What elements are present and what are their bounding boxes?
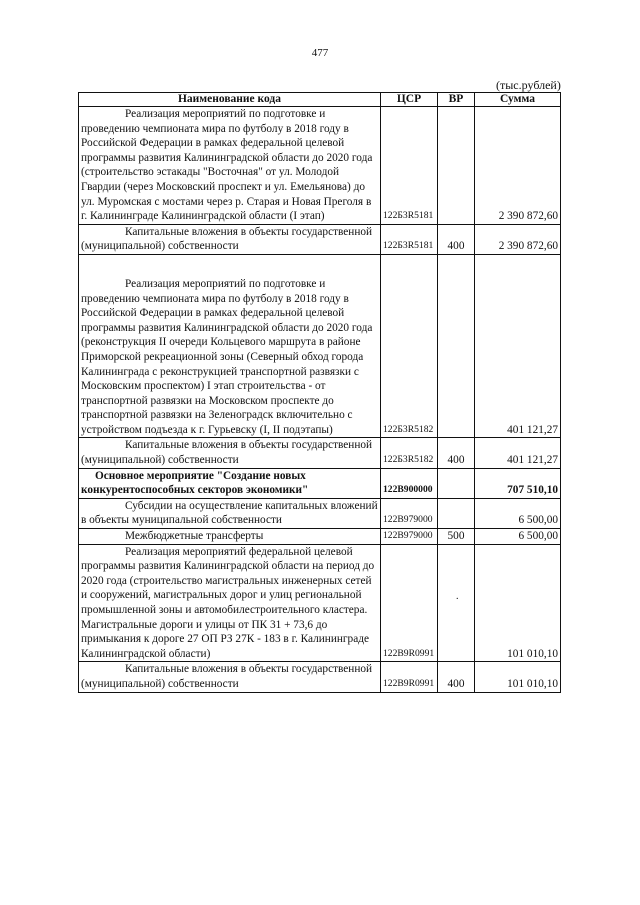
row-vr: 400 <box>438 662 475 692</box>
row-vr <box>438 468 475 498</box>
table-row <box>79 468 561 498</box>
table-row <box>79 438 561 468</box>
row-sum: 707 510,10 <box>475 468 561 498</box>
row-sum: 2 390 872,60 <box>475 107 561 225</box>
page-number: 477 <box>311 47 329 59</box>
row-name: Капитальные вложения в объекты государственной (муниципальной) собственности <box>79 224 381 254</box>
units-label: (тыс.рублей) <box>496 78 561 92</box>
row-sum: 2 390 872,60 <box>475 224 561 254</box>
row-name: Реализация мероприятий по подготовке и проведению чемпионата мира по футболу в 2018 году в Российской Федерации в рамках федеральной целевой программы развития Калининградской области до 2020 года (реконструкция II очереди Кольцевого маршрута в районе Приморской рекреационной зоны (Северный обход города Калининграда с реконструкцией транспортной развязки с Московским проспектом) I этап строительства - от транспортной развязки на Московском проспекте до транспортной развязки на Зеленоградск включительно с устройством подъезда к г. Гурьевску (I, II подэтапы) <box>79 254 381 438</box>
row-csr: 122Б3R5182 <box>381 254 438 438</box>
row-csr: 122В979000 <box>381 498 438 528</box>
table-row <box>79 498 561 528</box>
row-vr <box>438 254 475 438</box>
row-vr <box>438 107 475 225</box>
row-vr: 400 <box>438 438 475 468</box>
table-row <box>79 254 561 438</box>
table-row <box>79 662 561 692</box>
row-name: Реализация мероприятий федеральной целевой программы развития Калининградской области на период до 2020 года (строительство магистральных инженерных сетей и сооружений, магистральных дорог и улиц региональной промышленной зоны и автомобилестроительного кластера. Магистральные дороги и улицы от ПК 31 + 73,6 до примыкания к дороге 27 ОП РЗ 27К - 183 в г. Калининграде Калининградской области) <box>79 544 381 662</box>
row-sum: 6 500,00 <box>475 498 561 528</box>
row-vr: 400 <box>438 224 475 254</box>
row-vr <box>438 498 475 528</box>
table-row <box>79 107 561 225</box>
row-vr: 500 <box>438 529 475 545</box>
row-csr: 122Б3R5181 <box>381 224 438 254</box>
table-row <box>79 544 561 662</box>
row-vr <box>438 544 475 662</box>
row-sum: 6 500,00 <box>475 529 561 545</box>
row-csr: 122В979000 <box>381 529 438 545</box>
row-name: Капитальные вложения в объекты государственной (муниципальной) собственности <box>79 438 381 468</box>
table-header-row <box>79 93 561 107</box>
row-csr: 122В9R0991 <box>381 662 438 692</box>
row-name: Основное мероприятие "Создание новых конкурентоспособных секторов экономики" <box>79 468 381 498</box>
budget-table <box>78 92 561 693</box>
row-csr: 122В9R0991 <box>381 544 438 662</box>
row-sum: 101 010,10 <box>475 544 561 662</box>
row-sum: 401 121,27 <box>475 438 561 468</box>
header-sum: Сумма <box>475 93 561 107</box>
table-row <box>79 529 561 545</box>
row-csr: 122В900000 <box>381 468 438 498</box>
row-sum: 101 010,10 <box>475 662 561 692</box>
scan-mark: . <box>456 591 459 602</box>
table-row <box>79 224 561 254</box>
row-sum: 401 121,27 <box>475 254 561 438</box>
header-name: Наименование кода <box>79 93 381 107</box>
row-name: Капитальные вложения в объекты государственной (муниципальной) собственности <box>79 662 381 692</box>
row-csr: 122Б3R5182 <box>381 438 438 468</box>
row-name: Субсидии на осуществление капитальных вложений в объекты муниципальной собственности <box>79 498 381 528</box>
row-csr: 122Б3R5181 <box>381 107 438 225</box>
row-name: Реализация мероприятий по подготовке и проведению чемпионата мира по футболу в 2018 году в Российской Федерации в рамках федеральной целевой программы развития Калининградской области до 2020 года (строительство эстакады "Восточная" от ул. Молодой Гвардии (через Московский проспект и ул. Емельянова) до ул. Муромская с мостами через р. Старая и Новая Преголя в г. Калининграде Калининградской области (I этап) <box>79 107 381 225</box>
row-name: Межбюджетные трансферты <box>79 529 381 545</box>
header-vr: ВР <box>438 93 475 107</box>
header-csr: ЦСР <box>381 93 438 107</box>
